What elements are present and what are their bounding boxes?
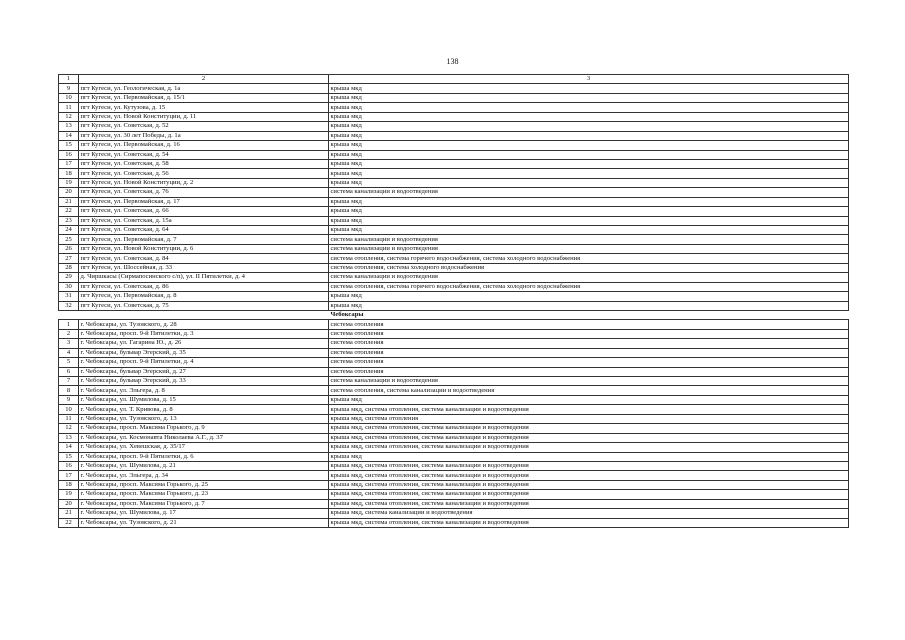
row-address: г. Чебоксары, просп. 9-й Пятилетки, д. 4 bbox=[79, 358, 329, 367]
table-row bbox=[59, 405, 849, 414]
table-row bbox=[59, 339, 849, 348]
row-address: пгт Кугеси, ул. 30 лет Победы, д. 1а bbox=[79, 131, 329, 140]
row-number: 20 bbox=[59, 499, 79, 508]
section-spacer bbox=[79, 310, 329, 319]
table-row bbox=[59, 414, 849, 423]
row-work-type: система отопления, система горячего водоснабжения, система холодного водоснабжения bbox=[329, 254, 849, 263]
row-address: г. Чебоксары, ул. Эльгера, д. 8 bbox=[79, 386, 329, 395]
row-number: 5 bbox=[59, 358, 79, 367]
row-number: 16 bbox=[59, 150, 79, 159]
table-body bbox=[59, 75, 849, 528]
row-work-type: крыша мкд bbox=[329, 216, 849, 225]
row-work-type: крыша мкд bbox=[329, 159, 849, 168]
row-number: 29 bbox=[59, 273, 79, 282]
row-address: г. Чебоксары, ул. Гагарина Ю., д. 26 bbox=[79, 339, 329, 348]
table-row bbox=[59, 197, 849, 206]
table-row bbox=[59, 377, 849, 386]
row-work-type: крыша мкд bbox=[329, 93, 849, 102]
row-work-type: крыша мкд bbox=[329, 169, 849, 178]
row-address: г. Чебоксары, ул. Шумилова, д. 21 bbox=[79, 461, 329, 470]
row-work-type: крыша мкд bbox=[329, 197, 849, 206]
table-row bbox=[59, 169, 849, 178]
row-number: 7 bbox=[59, 377, 79, 386]
row-address: пгт Кугеси, ул. Первомайская, д. 8 bbox=[79, 292, 329, 301]
table-row bbox=[59, 348, 849, 357]
row-number: 13 bbox=[59, 122, 79, 131]
row-work-type: система отопления bbox=[329, 329, 849, 338]
table-row bbox=[59, 216, 849, 225]
table-row bbox=[59, 112, 849, 121]
row-address: г. Чебоксары, просп. Максима Горького, д. 25 bbox=[79, 480, 329, 489]
row-address: г. Чебоксары, бульвар Эгерский, д. 35 bbox=[79, 348, 329, 357]
row-address: г. Чебоксары, ул. Шумилова, д. 17 bbox=[79, 509, 329, 518]
row-number: 15 bbox=[59, 452, 79, 461]
table-row bbox=[59, 103, 849, 112]
row-number: 24 bbox=[59, 226, 79, 235]
row-number: 32 bbox=[59, 301, 79, 310]
row-work-type: крыша мкд bbox=[329, 226, 849, 235]
table-row bbox=[59, 367, 849, 376]
row-address: г. Чебоксары, ул. Тузовского, д. 21 bbox=[79, 518, 329, 527]
row-number: 19 bbox=[59, 490, 79, 499]
row-address: г. Чебоксары, ул. Эльгера, д. 34 bbox=[79, 471, 329, 480]
repair-register-table bbox=[58, 74, 849, 528]
table-row bbox=[59, 301, 849, 310]
row-number: 20 bbox=[59, 188, 79, 197]
row-number: 17 bbox=[59, 471, 79, 480]
row-work-type: система канализации и водоотведения bbox=[329, 244, 849, 253]
row-address: пгт Кугеси, ул. Советская, д. 64 bbox=[79, 226, 329, 235]
row-work-type: система канализации и водоотведения bbox=[329, 273, 849, 282]
table-row bbox=[59, 452, 849, 461]
row-work-type: система канализации и водоотведения bbox=[329, 188, 849, 197]
row-work-type: крыша мкд, система отопления bbox=[329, 414, 849, 423]
row-work-type: крыша мкд bbox=[329, 150, 849, 159]
row-address: пгт Кугеси, ул. Советская, д. 58 bbox=[79, 159, 329, 168]
table-row bbox=[59, 499, 849, 508]
row-number: 30 bbox=[59, 282, 79, 291]
row-address: пгт Кугеси, ул. Советская, д. 84 bbox=[79, 254, 329, 263]
row-address: пгт Кугеси, ул. Советская, д. 52 bbox=[79, 122, 329, 131]
row-number: 11 bbox=[59, 414, 79, 423]
table-row bbox=[59, 480, 849, 489]
table-row bbox=[59, 159, 849, 168]
table-row bbox=[59, 273, 849, 282]
row-number: 27 bbox=[59, 254, 79, 263]
row-work-type: крыша мкд bbox=[329, 207, 849, 216]
row-number: 21 bbox=[59, 509, 79, 518]
row-number: 1 bbox=[59, 320, 79, 329]
table-row bbox=[59, 329, 849, 338]
table-row bbox=[59, 150, 849, 159]
row-address: г. Чебоксары, просп. 9-й Пятилетки, д. 3 bbox=[79, 329, 329, 338]
row-work-type: крыша мкд bbox=[329, 112, 849, 121]
row-work-type: система отопления bbox=[329, 320, 849, 329]
row-address: пгт Кугеси, ул. Новой Конституции, д. 2 bbox=[79, 178, 329, 187]
table-row bbox=[59, 443, 849, 452]
row-work-type: крыша мкд bbox=[329, 301, 849, 310]
row-work-type: система отопления, система холодного водоснабжения bbox=[329, 263, 849, 272]
row-address: пгт Кугеси, ул. Геологическая, д. 1а bbox=[79, 84, 329, 93]
table-row bbox=[59, 292, 849, 301]
row-address: г. Чебоксары, ул. Шумилова, д. 15 bbox=[79, 395, 329, 404]
row-address: пгт Кугеси, ул. Новой Конституции, д. 11 bbox=[79, 112, 329, 121]
table-row bbox=[59, 386, 849, 395]
row-address: г. Чебоксары, просп. Максима Горького, д. 7 bbox=[79, 499, 329, 508]
row-work-type: крыша мкд, система отопления, система канализации и водоотведения bbox=[329, 471, 849, 480]
row-address: пгт Кугеси, ул. Первомайская, д. 16 bbox=[79, 141, 329, 150]
row-work-type: система отопления, система канализации и водоотведения bbox=[329, 386, 849, 395]
row-work-type: крыша мкд, система отопления, система канализации и водоотведения bbox=[329, 443, 849, 452]
table-row bbox=[59, 263, 849, 272]
table-row bbox=[59, 141, 849, 150]
row-address: г. Чебоксары, бульвар Эгерский, д. 33 bbox=[79, 377, 329, 386]
row-number: 2 bbox=[59, 329, 79, 338]
row-number: 26 bbox=[59, 244, 79, 253]
row-work-type: крыша мкд, система отопления, система канализации и водоотведения bbox=[329, 461, 849, 470]
table-row bbox=[59, 188, 849, 197]
row-work-type: крыша мкд, система отопления, система канализации и водоотведения bbox=[329, 499, 849, 508]
row-address: д. Чиршкасы (Сирмапосинского с/п), ул. II Пятилетки, д. 4 bbox=[79, 273, 329, 282]
row-work-type: крыша мкд bbox=[329, 395, 849, 404]
row-address: пгт Кугеси, ул. Советская, д. 86 bbox=[79, 282, 329, 291]
row-work-type: крыша мкд, система отопления, система канализации и водоотведения bbox=[329, 480, 849, 489]
row-number: 17 bbox=[59, 159, 79, 168]
row-work-type: крыша мкд, система отопления, система канализации и водоотведения bbox=[329, 433, 849, 442]
table-row bbox=[59, 424, 849, 433]
section-spacer bbox=[59, 310, 79, 319]
row-address: г. Чебоксары, ул. Тузовского, д. 13 bbox=[79, 414, 329, 423]
row-address: г. Чебоксары, ул. Хевешская, д. 35/17 bbox=[79, 443, 329, 452]
row-address: пгт Кугеси, ул. Советская, д. 76 bbox=[79, 188, 329, 197]
row-work-type: крыша мкд bbox=[329, 452, 849, 461]
row-work-type: система отопления, система горячего водоснабжения, система холодного водоснабжения bbox=[329, 282, 849, 291]
row-work-type: система отопления bbox=[329, 358, 849, 367]
table-header-row bbox=[59, 75, 849, 84]
row-work-type: крыша мкд bbox=[329, 103, 849, 112]
row-number: 8 bbox=[59, 386, 79, 395]
row-work-type: система отопления bbox=[329, 348, 849, 357]
row-work-type: система отопления bbox=[329, 367, 849, 376]
row-work-type: крыша мкд, система отопления, система канализации и водоотведения bbox=[329, 405, 849, 414]
header-col-2: 2 bbox=[79, 75, 329, 84]
table-row bbox=[59, 471, 849, 480]
row-address: пгт Кугеси, ул. Советская, д. 54 bbox=[79, 150, 329, 159]
table-row bbox=[59, 490, 849, 499]
row-address: г. Чебоксары, просп. Максима Горького, д. 9 bbox=[79, 424, 329, 433]
table-row bbox=[59, 320, 849, 329]
row-address: г. Чебоксары, просп. 9-й Пятилетки, д. 6 bbox=[79, 452, 329, 461]
row-work-type: крыша мкд bbox=[329, 122, 849, 131]
table-row bbox=[59, 178, 849, 187]
row-number: 19 bbox=[59, 178, 79, 187]
page-number: 138 bbox=[446, 57, 459, 66]
row-address: г. Чебоксары, ул. Космонавта Николаева А.Г., д. 37 bbox=[79, 433, 329, 442]
row-work-type: крыша мкд bbox=[329, 131, 849, 140]
row-work-type: крыша мкд, система отопления, система канализации и водоотведения bbox=[329, 518, 849, 527]
header-col-3: 3 bbox=[329, 75, 849, 84]
row-address: пгт Кугеси, ул. Советская, д. 66 bbox=[79, 207, 329, 216]
row-number: 10 bbox=[59, 93, 79, 102]
table-row bbox=[59, 244, 849, 253]
table-row bbox=[59, 207, 849, 216]
table-row bbox=[59, 131, 849, 140]
row-address: г. Чебоксары, просп. Максима Горького, д. 23 bbox=[79, 490, 329, 499]
row-number: 21 bbox=[59, 197, 79, 206]
row-number: 13 bbox=[59, 433, 79, 442]
row-number: 10 bbox=[59, 405, 79, 414]
row-number: 18 bbox=[59, 169, 79, 178]
row-address: пгт Кугеси, ул. Новой Конституции, д. 6 bbox=[79, 244, 329, 253]
row-address: пгт Кугеси, ул. Первомайская, д. 15/1 bbox=[79, 93, 329, 102]
row-number: 4 bbox=[59, 348, 79, 357]
row-address: пгт Кугеси, ул. Шоссейная, д. 33 bbox=[79, 263, 329, 272]
row-number: 23 bbox=[59, 216, 79, 225]
header-col-1: 1 bbox=[59, 75, 79, 84]
row-number: 12 bbox=[59, 424, 79, 433]
row-work-type: крыша мкд, система отопления, система канализации и водоотведения bbox=[329, 424, 849, 433]
row-number: 14 bbox=[59, 443, 79, 452]
table-row bbox=[59, 509, 849, 518]
table-row bbox=[59, 254, 849, 263]
table-row bbox=[59, 358, 849, 367]
row-number: 31 bbox=[59, 292, 79, 301]
table-row bbox=[59, 84, 849, 93]
row-number: 28 bbox=[59, 263, 79, 272]
row-number: 22 bbox=[59, 207, 79, 216]
row-address: пгт Кугеси, ул. Первомайская, д. 17 bbox=[79, 197, 329, 206]
row-work-type: система отопления bbox=[329, 339, 849, 348]
table-row bbox=[59, 518, 849, 527]
row-number: 12 bbox=[59, 112, 79, 121]
row-number: 22 bbox=[59, 518, 79, 527]
row-address: г. Чебоксары, ул. Тузовского, д. 28 bbox=[79, 320, 329, 329]
row-number: 6 bbox=[59, 367, 79, 376]
row-number: 3 bbox=[59, 339, 79, 348]
row-work-type: система канализации и водоотведения bbox=[329, 377, 849, 386]
row-number: 9 bbox=[59, 395, 79, 404]
row-work-type: крыша мкд, система отопления, система канализации и водоотведения bbox=[329, 490, 849, 499]
row-work-type: крыша мкд bbox=[329, 292, 849, 301]
section-title: Чебоксары bbox=[329, 310, 849, 319]
row-number: 11 bbox=[59, 103, 79, 112]
row-number: 18 bbox=[59, 480, 79, 489]
row-work-type: крыша мкд bbox=[329, 141, 849, 150]
table-row bbox=[59, 433, 849, 442]
row-work-type: крыша мкд, система канализации и водоотведения bbox=[329, 509, 849, 518]
table-row bbox=[59, 282, 849, 291]
table-row bbox=[59, 235, 849, 244]
row-number: 9 bbox=[59, 84, 79, 93]
row-work-type: крыша мкд bbox=[329, 178, 849, 187]
row-address: пгт Кугеси, ул. Первомайская, д. 7 bbox=[79, 235, 329, 244]
row-address: г. Чебоксары, бульвар Эгерский, д. 27 bbox=[79, 367, 329, 376]
row-address: пгт Кугеси, ул. Кутузова, д. 15 bbox=[79, 103, 329, 112]
table-row bbox=[59, 226, 849, 235]
table-row bbox=[59, 122, 849, 131]
row-number: 25 bbox=[59, 235, 79, 244]
section-row bbox=[59, 310, 849, 319]
row-address: г. Чебоксары, ул. Т. Кривова, д. 8 bbox=[79, 405, 329, 414]
row-work-type: крыша мкд bbox=[329, 84, 849, 93]
row-address: пгт Кугеси, ул. Советская, д. 56 bbox=[79, 169, 329, 178]
row-number: 16 bbox=[59, 461, 79, 470]
row-address: пгт Кугеси, ул. Советская, д. 15а bbox=[79, 216, 329, 225]
row-number: 14 bbox=[59, 131, 79, 140]
table-row bbox=[59, 461, 849, 470]
row-address: пгт Кугеси, ул. Советская, д. 75 bbox=[79, 301, 329, 310]
table-row bbox=[59, 395, 849, 404]
table-row bbox=[59, 93, 849, 102]
row-work-type: система канализации и водоотведения bbox=[329, 235, 849, 244]
row-number: 15 bbox=[59, 141, 79, 150]
